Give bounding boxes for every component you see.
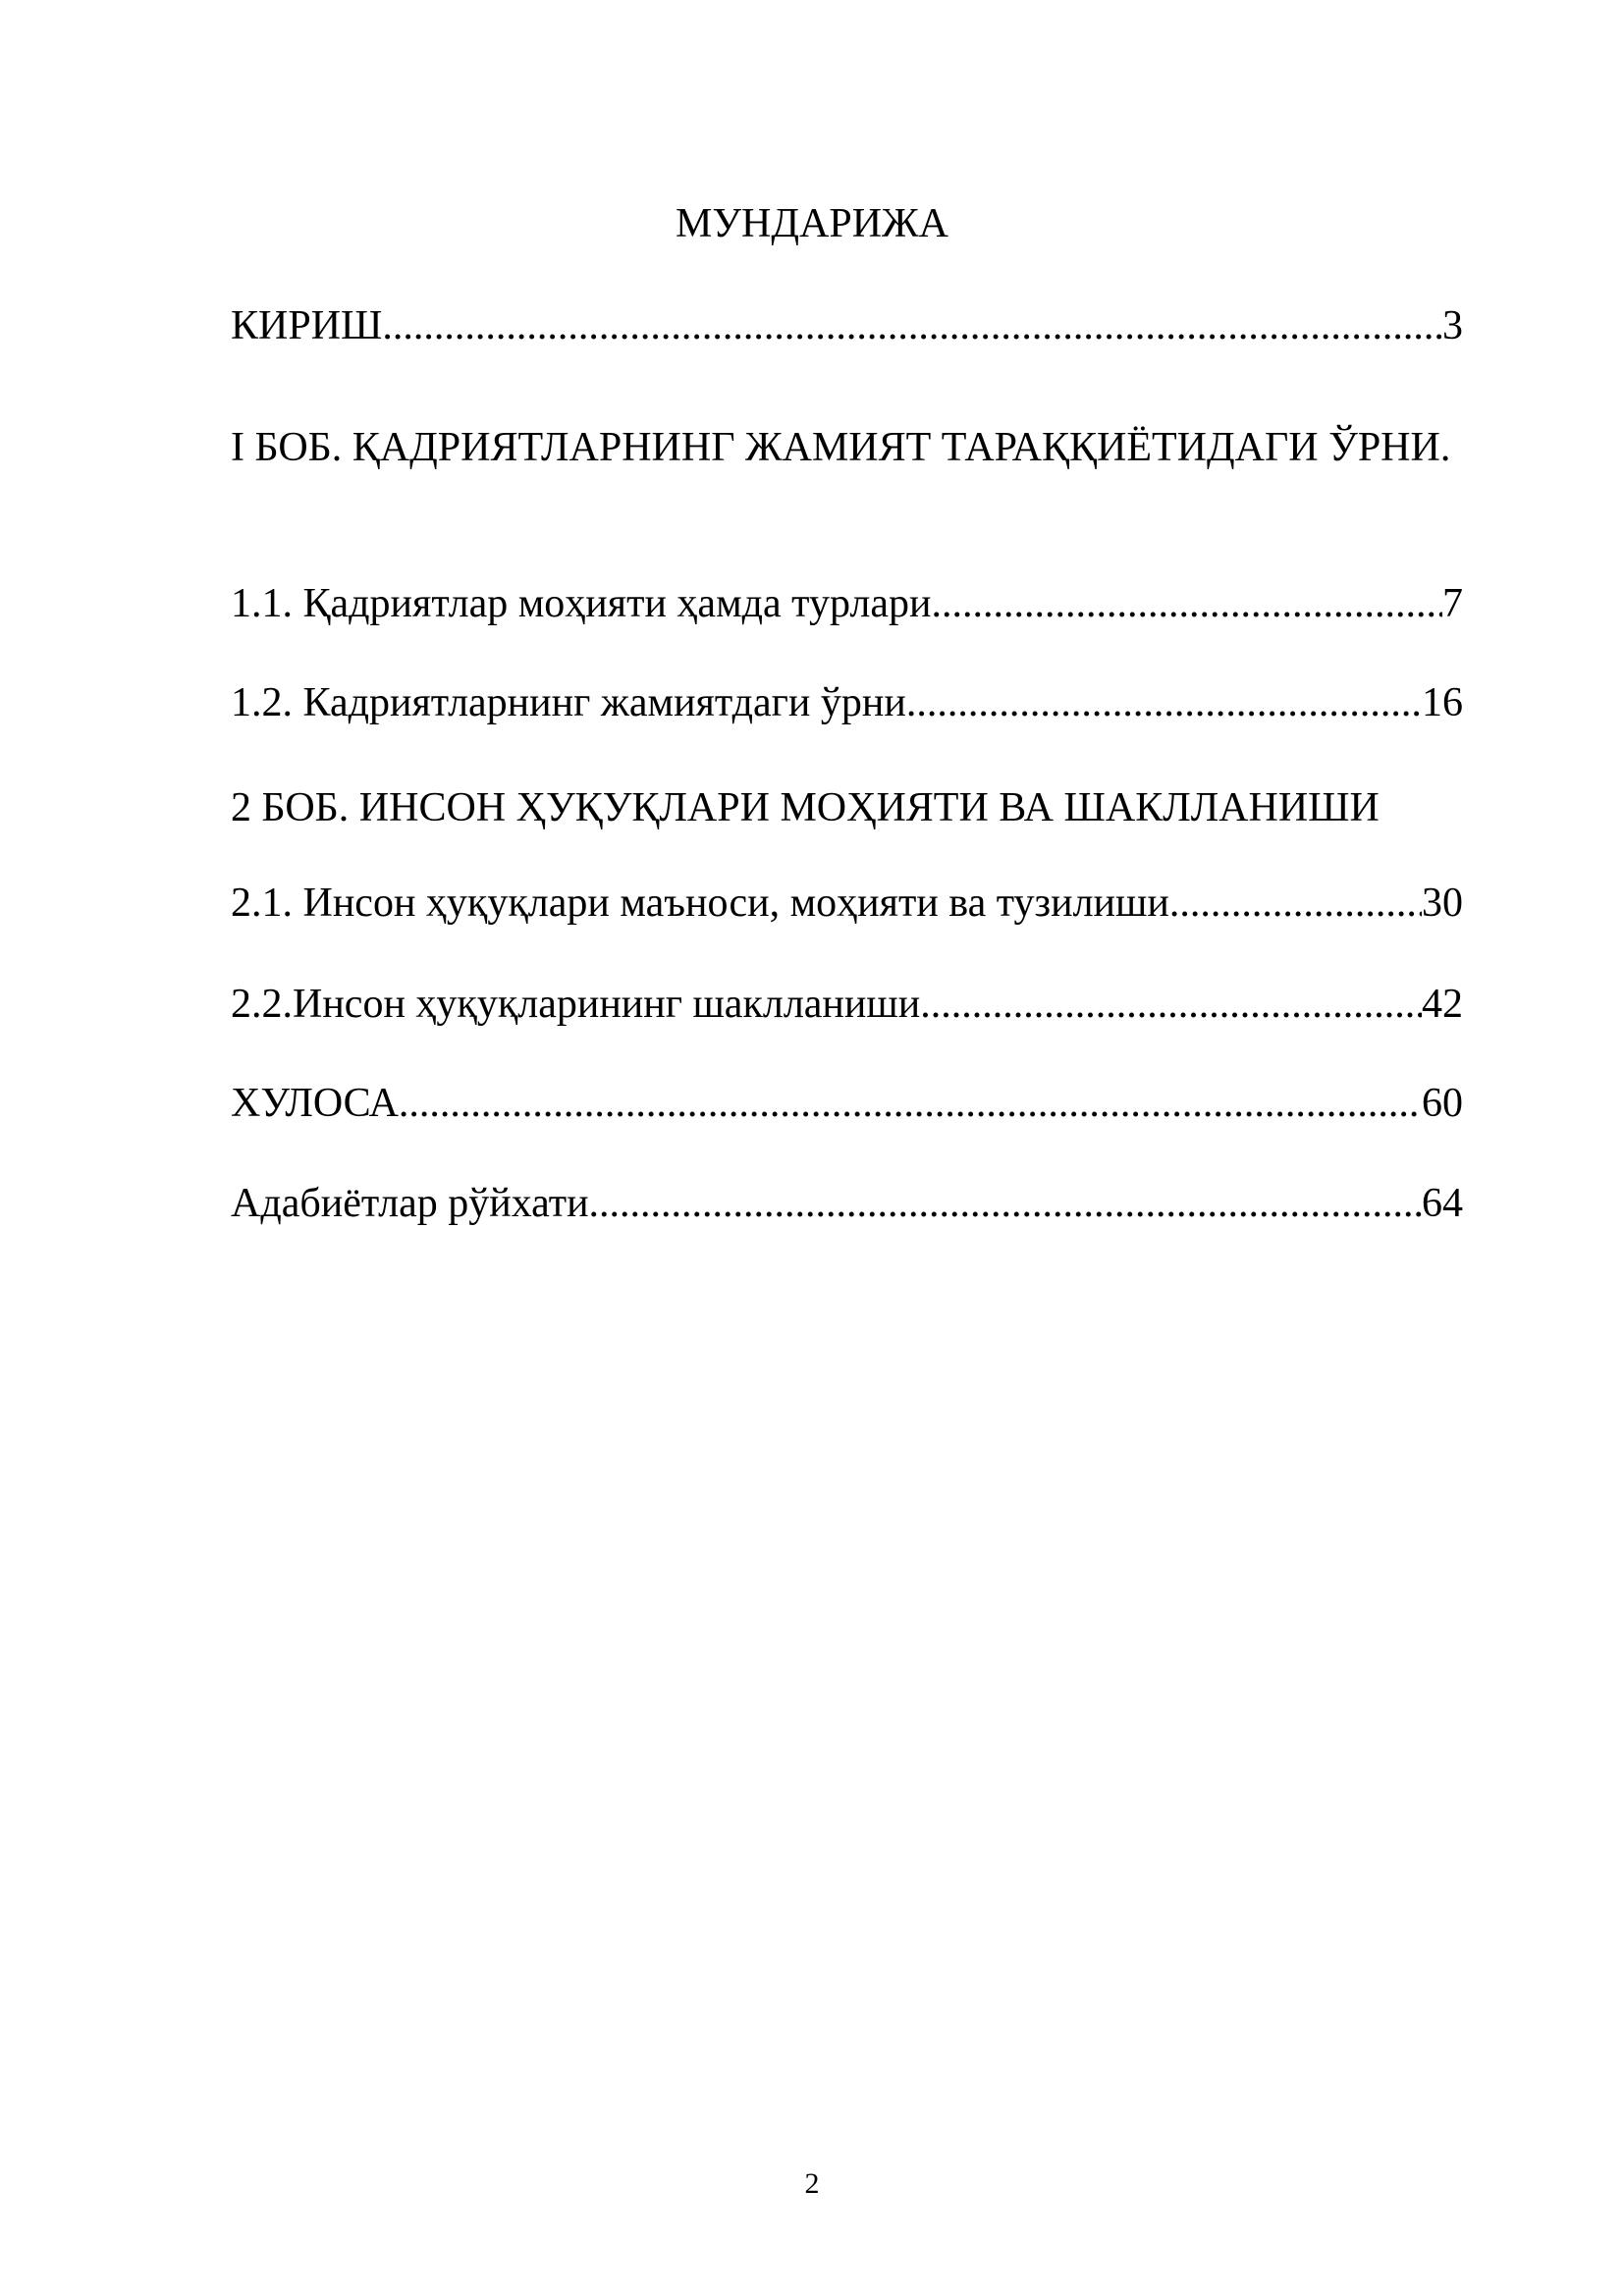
dot-leader bbox=[1169, 874, 1422, 933]
toc-title: МУНДАРИЖА bbox=[675, 201, 949, 246]
toc-entry-introduction[interactable] bbox=[231, 296, 1463, 355]
toc-entry-section-2-2[interactable] bbox=[231, 975, 1463, 1034]
toc-entry-page: 64 bbox=[1422, 1181, 1463, 1226]
dot-leader bbox=[932, 574, 1443, 633]
toc-entry-page: 30 bbox=[1422, 881, 1463, 926]
dot-leader bbox=[399, 1074, 1422, 1133]
dot-leader bbox=[906, 673, 1422, 732]
dot-leader bbox=[920, 975, 1422, 1034]
toc-entry-conclusion[interactable] bbox=[231, 1074, 1463, 1133]
dot-leader bbox=[589, 1174, 1422, 1233]
toc-entry-label: Адабиётлар рўйхати bbox=[231, 1181, 589, 1226]
toc-entry-page: 3 bbox=[1442, 303, 1463, 348]
chapter-1-heading[interactable]: I БОБ. ҚАДРИЯТЛАРНИНГ ЖАМИЯТ ТАРАҚҚИЁТИДАГИ ЎРНИ. bbox=[231, 425, 1451, 470]
toc-entry-section-1-2[interactable] bbox=[231, 673, 1463, 732]
dot-leader bbox=[382, 296, 1442, 355]
toc-entry-label: 1.1. Қадриятлар моҳияти ҳамда турлари bbox=[231, 581, 932, 626]
chapter-2-heading[interactable]: 2 БОБ. ИНСОН ҲУҚУҚЛАРИ МОҲИЯТИ ВА ШАКЛЛАНИШИ bbox=[231, 785, 1380, 830]
toc-entry-page: 16 bbox=[1422, 680, 1463, 725]
toc-entry-section-1-1[interactable] bbox=[231, 574, 1463, 633]
toc-entry-page: 7 bbox=[1442, 581, 1463, 626]
toc-entry-label: 1.2. Кадриятларнинг жамиятдаги ўрни bbox=[231, 680, 906, 725]
toc-entry-section-2-1[interactable] bbox=[231, 874, 1463, 933]
page-number: 2 bbox=[804, 2167, 820, 2200]
toc-entry-label: 2.2.Инсон ҳуқуқларининг шаклланиши bbox=[231, 982, 921, 1027]
toc-entry-label: ХУЛОСА bbox=[231, 1081, 399, 1126]
toc-entry-page: 42 bbox=[1422, 982, 1463, 1027]
toc-entry-label: КИРИШ bbox=[231, 303, 383, 348]
toc-entry-label: 2.1. Инсон ҳуқуқлари маъноси, моҳияти ва тузилиши bbox=[231, 881, 1169, 926]
toc-entry-page: 60 bbox=[1422, 1081, 1463, 1126]
toc-entry-bibliography[interactable] bbox=[231, 1174, 1463, 1233]
